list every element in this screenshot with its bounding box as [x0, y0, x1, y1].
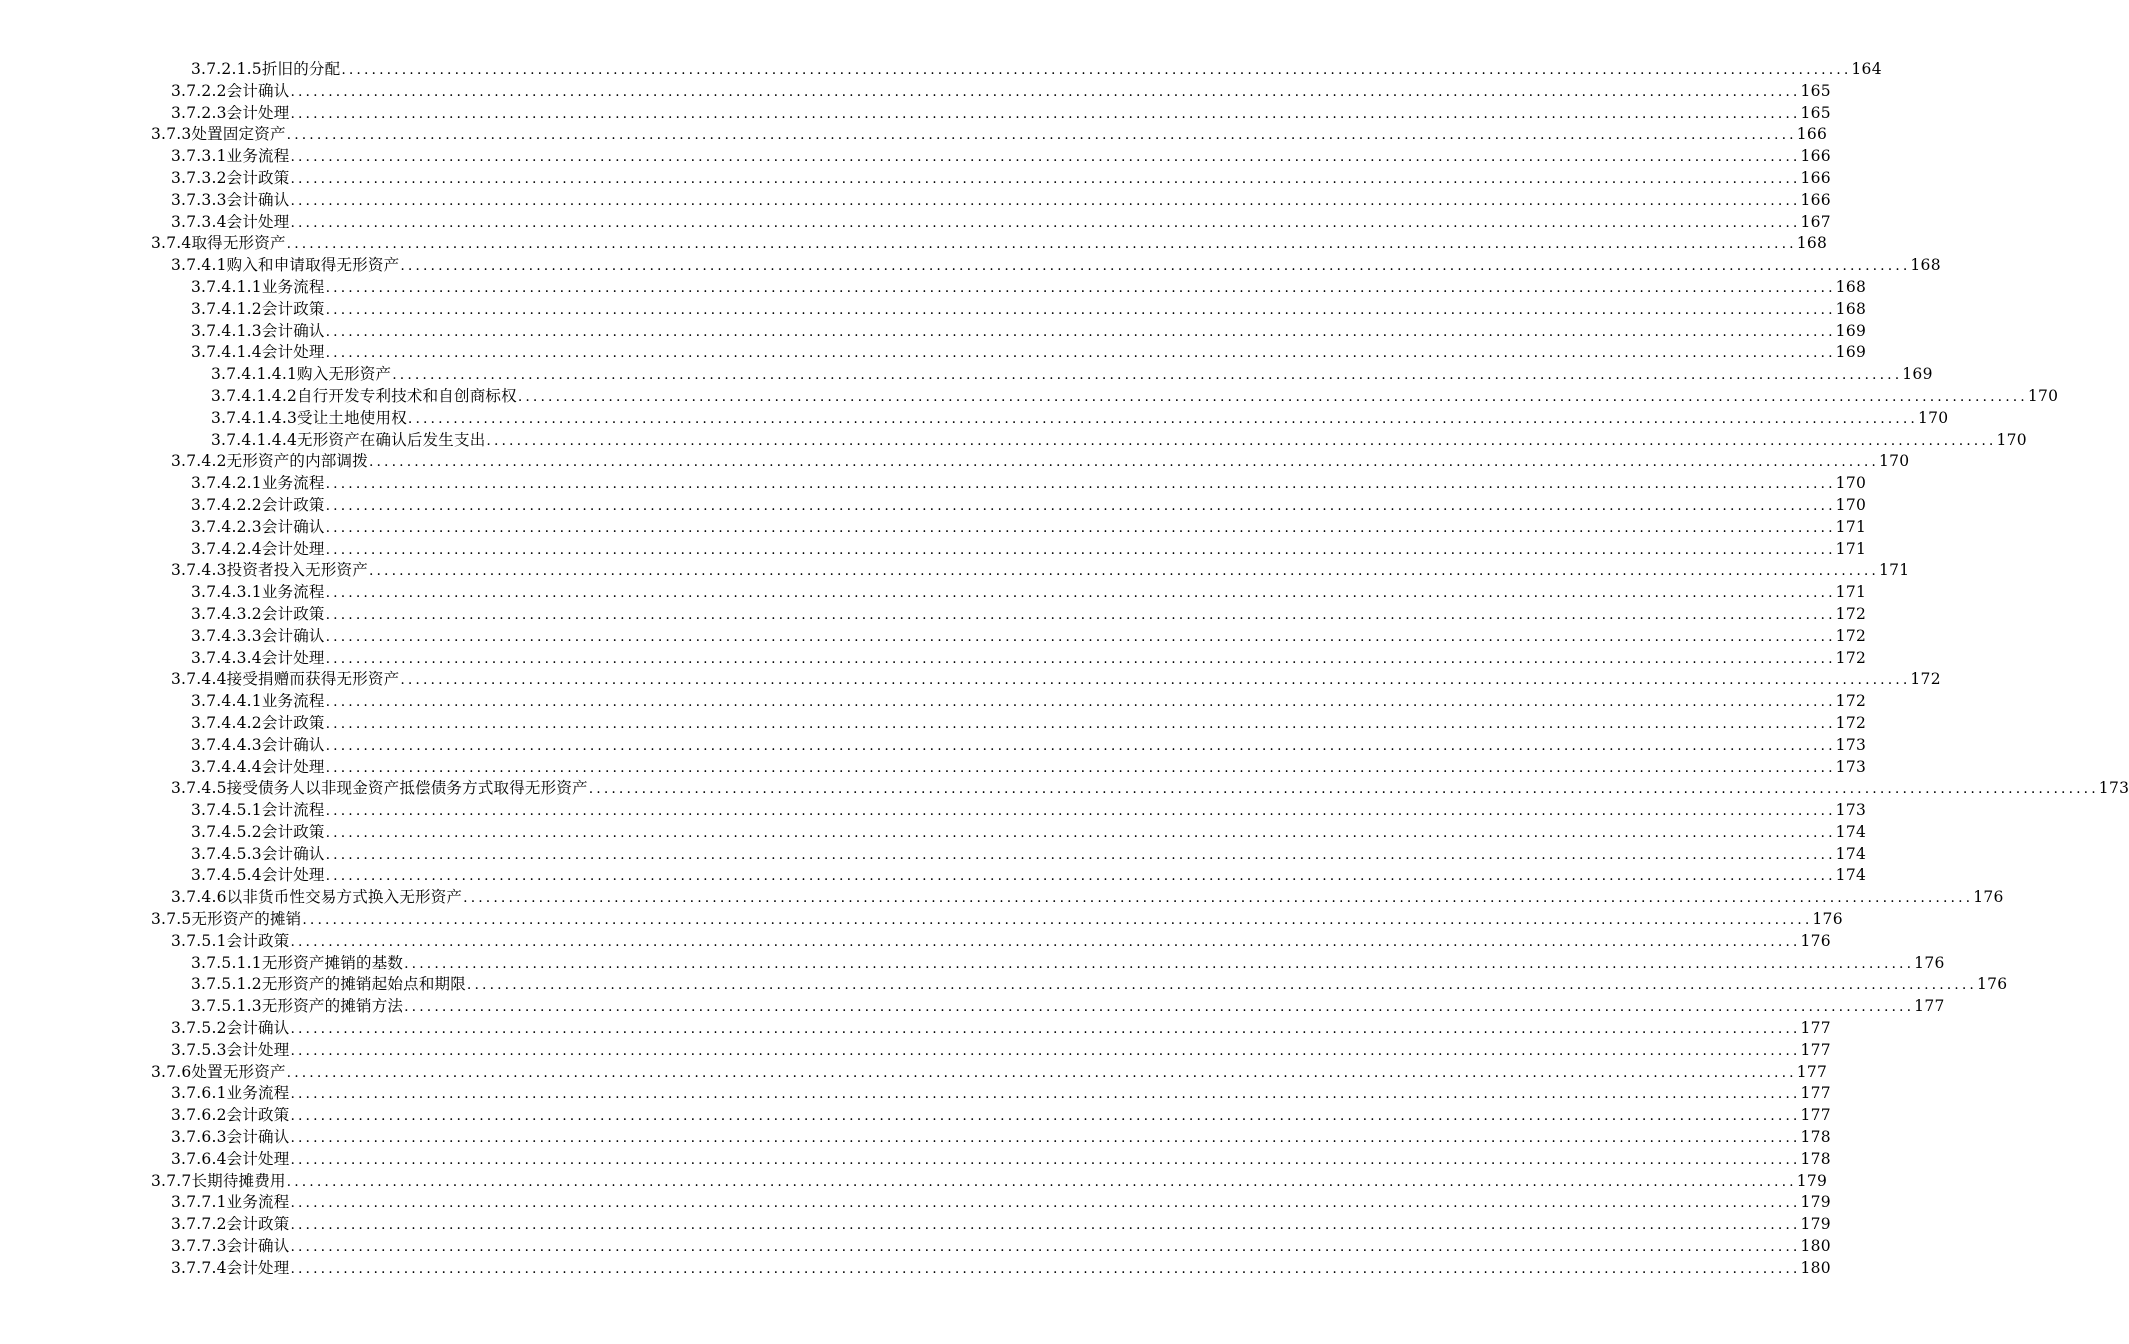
- toc-page-number: 177: [1800, 1106, 1831, 1125]
- toc-entry-link[interactable]: [171, 168, 1831, 191]
- toc-entry-title: 3.7.3.1业务流程: [171, 147, 290, 166]
- toc-line: [0, 757, 1867, 779]
- toc-entry-link[interactable]: [171, 212, 1831, 235]
- toc-entry-link[interactable]: [191, 299, 1867, 322]
- toc-dot-leader: ........................................................................................................................................................................................................: [325, 519, 1836, 536]
- toc-entry-title: 3.7.4.3.3会计确认: [191, 626, 325, 645]
- toc-page-number: 178: [1800, 1128, 1831, 1147]
- toc-dot-leader: ........................................................................................................................................................................................................: [517, 388, 2028, 405]
- toc-entry-title: 3.7.4.4.2会计政策: [191, 713, 325, 732]
- toc-page-number: 165: [1800, 81, 1831, 100]
- toc-dot-leader: ........................................................................................................................................................................................................: [404, 999, 1915, 1016]
- toc-line: [0, 146, 1831, 168]
- toc-page-number: 170: [1917, 408, 1949, 427]
- toc-line: [0, 1083, 1831, 1105]
- toc-dot-leader: ........................................................................................................................................................................................................: [325, 476, 1836, 493]
- toc-dot-leader: ........................................................................................................................................................................................................: [325, 323, 1836, 340]
- toc-line: [0, 190, 1831, 212]
- toc-line: [0, 713, 1867, 735]
- toc-line: [0, 277, 1867, 299]
- toc-line: [0, 451, 1910, 473]
- toc-page-number: 170: [1996, 430, 2027, 449]
- toc-dot-leader: ........................................................................................................................................................................................................: [407, 410, 1918, 427]
- toc-entry-title: 3.7.7.4会计处理: [171, 1258, 290, 1277]
- toc-entry-title: 3.7.4.2.3会计确认: [191, 517, 325, 536]
- toc-page-number: 173: [1835, 757, 1867, 776]
- toc-dot-leader: ........................................................................................................................................................................................................: [286, 1173, 1797, 1190]
- toc-page-number: 164: [1851, 60, 1882, 78]
- toc-dot-leader: ........................................................................................................................................................................................................: [392, 367, 1903, 384]
- toc-entry-title: 3.7.4.1.4.1购入无形资产: [211, 365, 392, 384]
- toc-entry-title: 3.7.4.5.3会计确认: [191, 844, 325, 863]
- toc-page-number: 172: [1835, 604, 1867, 623]
- toc-page-number: 174: [1835, 822, 1867, 841]
- toc-line: [0, 1127, 1831, 1149]
- toc-line: [0, 386, 2059, 408]
- toc-entry-title: 3.7.4.1.4会计处理: [191, 343, 325, 362]
- toc-line: [0, 1018, 1831, 1040]
- toc-entry-title: 3.7.4.1.3会计确认: [191, 321, 325, 340]
- toc-entry-link[interactable]: [171, 255, 1941, 278]
- toc-dot-leader: ........................................................................................................................................................................................................: [325, 497, 1836, 514]
- toc-page-number: 171: [1835, 539, 1867, 558]
- toc-page-number: 171: [1835, 517, 1867, 536]
- toc-line: [0, 1192, 1831, 1214]
- toc-dot-leader: ........................................................................................................................................................................................................: [290, 1217, 1801, 1234]
- toc-entry-link[interactable]: [191, 582, 1867, 605]
- toc-entry-link[interactable]: [191, 865, 1867, 888]
- toc-entry-link[interactable]: [191, 495, 1867, 518]
- toc-dot-leader: ........................................................................................................................................................................................................: [325, 650, 1836, 667]
- toc-line: [0, 669, 1941, 691]
- toc-entry-title: 3.7.4.4.3会计确认: [191, 735, 325, 754]
- table-of-contents: [0, 59, 2129, 1280]
- toc-line: [0, 255, 1941, 277]
- toc-line: [0, 953, 1945, 975]
- toc-page-number: 165: [1800, 103, 1831, 122]
- toc-dot-leader: ........................................................................................................................................................................................................: [290, 1130, 1801, 1147]
- toc-line: [0, 212, 1831, 234]
- toc-page-number: 166: [1800, 147, 1831, 166]
- toc-page-number: 180: [1800, 1258, 1831, 1277]
- toc-page-number: 176: [1976, 975, 2008, 994]
- toc-entry-title: 3.7.7.3会计确认: [171, 1237, 290, 1256]
- toc-line: [0, 342, 1867, 364]
- toc-page-number: 169: [1902, 365, 1933, 384]
- toc-entry-title: 3.7.7.1业务流程: [171, 1193, 290, 1212]
- toc-dot-leader: ........................................................................................................................................................................................................: [588, 781, 2099, 798]
- toc-entry-link[interactable]: [171, 1214, 1831, 1237]
- toc-dot-leader: ........................................................................................................................................................................................................: [290, 1108, 1801, 1125]
- toc-entry-title: 3.7.4.1.4.2自行开发专利技术和自创商标权: [211, 386, 517, 405]
- toc-dot-leader: ........................................................................................................................................................................................................: [325, 279, 1836, 296]
- toc-dot-leader: ........................................................................................................................................................................................................: [325, 694, 1836, 711]
- toc-page-number: 177: [1800, 1084, 1831, 1103]
- toc-dot-leader: ........................................................................................................................................................................................................: [325, 759, 1836, 776]
- toc-entry-title: 3.7.7.2会计政策: [171, 1215, 290, 1234]
- toc-entry-link[interactable]: [191, 648, 1867, 671]
- toc-entry-title: 3.7.4.1.4.3受让土地使用权: [211, 408, 407, 427]
- toc-entry-title: 3.7.4.3.1业务流程: [191, 583, 325, 602]
- toc-dot-leader: ........................................................................................................................................................................................................: [325, 301, 1836, 318]
- toc-line: [0, 887, 2004, 909]
- toc-dot-leader: ........................................................................................................................................................................................................: [290, 170, 1801, 187]
- toc-entry-title: 3.7.4.5.2会计政策: [191, 822, 325, 841]
- toc-line: [0, 691, 1867, 713]
- toc-entry-link[interactable]: [151, 124, 1828, 147]
- toc-entry-title: 3.7.4.4.4会计处理: [191, 757, 325, 776]
- toc-entry-title: 3.7.4.2无形资产的内部调拨: [171, 452, 368, 471]
- toc-line: [0, 909, 1843, 931]
- toc-page-number: 167: [1800, 212, 1831, 231]
- toc-entry-title: 3.7.4.1购入和申请取得无形资产: [171, 256, 400, 275]
- toc-entry-title: 3.7.4.3投资者投入无形资产: [171, 561, 368, 580]
- toc-entry-title: 3.7.4.4.1业务流程: [191, 692, 325, 711]
- toc-page-number: 174: [1835, 844, 1867, 863]
- toc-dot-leader: ........................................................................................................................................................................................................: [286, 1064, 1797, 1081]
- toc-line: [0, 604, 1867, 626]
- toc-dot-leader: ........................................................................................................................................................................................................: [290, 1151, 1801, 1168]
- toc-line: [0, 996, 1945, 1018]
- toc-entry-link[interactable]: [171, 887, 2004, 910]
- toc-page-number: 170: [1835, 474, 1867, 493]
- toc-line: [0, 321, 1867, 343]
- toc-entry-link[interactable]: [191, 539, 1867, 562]
- toc-page-number: 177: [1800, 1019, 1831, 1038]
- toc-entry-title: 3.7.6处置无形资产: [151, 1062, 286, 1081]
- toc-entry-link[interactable]: [191, 735, 1867, 758]
- toc-entry-title: 3.7.3.4会计处理: [171, 212, 290, 231]
- toc-entry-title: 3.7.6.2会计政策: [171, 1106, 290, 1125]
- toc-line: [0, 1236, 1831, 1258]
- toc-entry-link[interactable]: [171, 560, 1910, 583]
- toc-dot-leader: ........................................................................................................................................................................................................: [325, 824, 1836, 841]
- toc-entry-link[interactable]: [191, 277, 1867, 300]
- toc-entry-link[interactable]: [191, 996, 1945, 1019]
- toc-entry-title: 3.7.3.3会计确认: [171, 190, 290, 209]
- toc-entry-link[interactable]: [171, 1149, 1831, 1172]
- toc-page-number: 177: [1800, 1040, 1831, 1059]
- toc-entry-title: 3.7.5.1.2无形资产的摊销起始点和期限: [191, 975, 466, 994]
- toc-entry-link[interactable]: [191, 517, 1867, 540]
- toc-entry-link[interactable]: [151, 1062, 1828, 1085]
- toc-entry-title: 3.7.4.4接受捐赠而获得无形资产: [171, 670, 400, 689]
- toc-page-number: 176: [1914, 953, 1945, 972]
- toc-entry-link[interactable]: [191, 953, 1945, 976]
- toc-dot-leader: ........................................................................................................................................................................................................: [302, 912, 1813, 929]
- toc-dot-leader: ........................................................................................................................................................................................................: [325, 846, 1836, 863]
- toc-entry-title: 3.7.6.1业务流程: [171, 1084, 290, 1103]
- toc-entry-title: 3.7.3处置固定资产: [151, 125, 286, 144]
- toc-page-number: 176: [1973, 888, 2004, 907]
- toc-entry-link[interactable]: [191, 626, 1867, 649]
- toc-dot-leader: ........................................................................................................................................................................................................: [325, 715, 1836, 732]
- toc-entry-link[interactable]: [211, 364, 1933, 387]
- toc-entry-title: 3.7.4取得无形资产: [151, 234, 286, 253]
- toc-line: [0, 844, 1867, 866]
- toc-entry-link[interactable]: [191, 757, 1867, 780]
- toc-dot-leader: ........................................................................................................................................................................................................: [290, 1260, 1801, 1277]
- toc-dot-leader: ........................................................................................................................................................................................................: [290, 1086, 1801, 1103]
- toc-line: [0, 124, 1828, 146]
- toc-entry-link[interactable]: [191, 822, 1867, 845]
- toc-line: [0, 822, 1867, 844]
- toc-page-number: 172: [1835, 648, 1867, 667]
- toc-page-number: 166: [1796, 125, 1828, 144]
- toc-line: [0, 1040, 1831, 1062]
- toc-dot-leader: ........................................................................................................................................................................................................: [286, 127, 1797, 144]
- toc-entry-title: 3.7.4.3.4会计处理: [191, 648, 325, 667]
- toc-line: [0, 1062, 1828, 1084]
- toc-page-number: 180: [1800, 1237, 1831, 1256]
- toc-entry-link[interactable]: [171, 1127, 1831, 1150]
- toc-entry-title: 3.7.4.2.4会计处理: [191, 539, 325, 558]
- toc-line: [0, 233, 1828, 255]
- toc-entry-link[interactable]: [171, 81, 1831, 104]
- toc-line: [0, 560, 1910, 582]
- toc-entry-title: 3.7.5.1.1无形资产摊销的基数: [191, 953, 404, 972]
- toc-entry-title: 3.7.4.6以非货币性交易方式换入无形资产: [171, 888, 463, 907]
- toc-line: [0, 1171, 1828, 1193]
- toc-entry-title: 3.7.3.2会计政策: [171, 168, 290, 187]
- toc-line: [0, 931, 1831, 953]
- toc-line: [0, 473, 1867, 495]
- toc-dot-leader: ........................................................................................................................................................................................................: [290, 1021, 1801, 1038]
- toc-dot-leader: ........................................................................................................................................................................................................: [290, 192, 1801, 209]
- toc-entry-title: 3.7.4.1.4.4无形资产在确认后发生支出: [211, 430, 486, 449]
- toc-line: [0, 299, 1867, 321]
- toc-entry-link[interactable]: [171, 1258, 1831, 1281]
- toc-entry-title: 3.7.6.3会计确认: [171, 1128, 290, 1147]
- toc-entry-title: 3.7.7长期待摊费用: [151, 1171, 286, 1190]
- toc-page-number: 172: [1835, 713, 1867, 732]
- toc-dot-leader: ........................................................................................................................................................................................................: [400, 672, 1911, 689]
- toc-line: [0, 865, 1867, 887]
- toc-entry-link[interactable]: [151, 233, 1828, 256]
- toc-line: [0, 539, 1867, 561]
- toc-page-number: 176: [1800, 931, 1831, 950]
- toc-page-number: 177: [1796, 1062, 1828, 1081]
- toc-page-number: 171: [1878, 561, 1910, 580]
- toc-entry-link[interactable]: [191, 321, 1867, 344]
- toc-dot-leader: ........................................................................................................................................................................................................: [325, 628, 1836, 645]
- toc-entry-title: 3.7.4.2.1业务流程: [191, 474, 325, 493]
- toc-dot-leader: ........................................................................................................................................................................................................: [368, 454, 1879, 471]
- toc-dot-leader: ........................................................................................................................................................................................................: [290, 1239, 1801, 1256]
- toc-line: [0, 59, 1882, 81]
- toc-line: [0, 974, 2008, 996]
- toc-entry-link[interactable]: [171, 146, 1831, 169]
- toc-dot-leader: ........................................................................................................................................................................................................: [290, 933, 1801, 950]
- toc-page-number: 169: [1835, 321, 1867, 340]
- toc-page-number: 168: [1910, 256, 1941, 275]
- toc-dot-leader: ........................................................................................................................................................................................................: [325, 585, 1836, 602]
- toc-dot-leader: ........................................................................................................................................................................................................: [341, 62, 1852, 78]
- toc-entry-link[interactable]: [211, 430, 2027, 453]
- toc-entry-title: 3.7.4.5.4会计处理: [191, 866, 325, 885]
- toc-entry-link[interactable]: [211, 408, 1949, 431]
- toc-page-number: 173: [2098, 779, 2129, 798]
- toc-entry-link[interactable]: [171, 451, 1910, 474]
- toc-entry-link[interactable]: [171, 1105, 1831, 1128]
- toc-line: [0, 800, 1867, 822]
- toc-line: [0, 1105, 1831, 1127]
- toc-line: [0, 430, 2027, 452]
- toc-dot-leader: ........................................................................................................................................................................................................: [290, 214, 1801, 231]
- toc-entry-link[interactable]: [171, 1083, 1831, 1106]
- toc-entry-link[interactable]: [191, 844, 1867, 867]
- toc-dot-leader: ........................................................................................................................................................................................................: [325, 541, 1836, 558]
- toc-entry-title: 3.7.2.2会计确认: [171, 81, 290, 100]
- toc-line: [0, 364, 1933, 386]
- toc-entry-link[interactable]: [151, 1171, 1828, 1194]
- toc-page-number: 170: [2027, 386, 2059, 405]
- toc-page-number: 179: [1800, 1215, 1831, 1234]
- toc-page-number: 170: [1835, 495, 1867, 514]
- toc-dot-leader: ........................................................................................................................................................................................................: [290, 1042, 1801, 1059]
- toc-entry-title: 3.7.2.3会计处理: [171, 103, 290, 122]
- toc-page-number: 168: [1835, 277, 1867, 296]
- toc-page-number: 178: [1800, 1149, 1831, 1168]
- toc-dot-leader: ........................................................................................................................................................................................................: [486, 432, 1997, 449]
- toc-entry-link[interactable]: [191, 691, 1867, 714]
- toc-entry-link[interactable]: [191, 59, 1882, 82]
- toc-page-number: 166: [1800, 168, 1831, 187]
- toc-entry-link[interactable]: [191, 974, 2008, 997]
- toc-line: [0, 1214, 1831, 1236]
- toc-page-number: 172: [1835, 626, 1867, 645]
- toc-line: [0, 778, 2129, 800]
- toc-entry-link[interactable]: [171, 1236, 1831, 1259]
- toc-page-number: 177: [1914, 997, 1945, 1016]
- toc-dot-leader: ........................................................................................................................................................................................................: [463, 890, 1974, 907]
- toc-dot-leader: ........................................................................................................................................................................................................: [466, 977, 1977, 994]
- toc-entry-title: 3.7.5.3会计处理: [171, 1040, 290, 1059]
- toc-entry-link[interactable]: [191, 342, 1867, 365]
- toc-dot-leader: ........................................................................................................................................................................................................: [290, 105, 1801, 122]
- toc-page-number: 172: [1910, 670, 1941, 689]
- toc-entry-title: 3.7.4.1.1业务流程: [191, 277, 325, 296]
- toc-line: [0, 582, 1867, 604]
- toc-entry-link[interactable]: [191, 713, 1867, 736]
- toc-dot-leader: ........................................................................................................................................................................................................: [286, 236, 1797, 253]
- toc-entry-title: 3.7.4.5.1会计流程: [191, 801, 325, 820]
- toc-dot-leader: ........................................................................................................................................................................................................: [290, 1195, 1801, 1212]
- toc-page-number: 179: [1796, 1171, 1828, 1190]
- toc-line: [0, 648, 1867, 670]
- toc-line: [0, 408, 1949, 430]
- toc-entry-title: 3.7.5无形资产的摊销: [151, 910, 302, 929]
- toc-dot-leader: ........................................................................................................................................................................................................: [325, 737, 1836, 754]
- toc-dot-leader: ........................................................................................................................................................................................................: [325, 345, 1836, 362]
- toc-entry-link[interactable]: [191, 800, 1867, 823]
- toc-line: [0, 735, 1867, 757]
- toc-entry-title: 3.7.4.2.2会计政策: [191, 495, 325, 514]
- toc-entry-title: 3.7.6.4会计处理: [171, 1149, 290, 1168]
- toc-page-number: 166: [1800, 190, 1831, 209]
- toc-page-number: 171: [1835, 583, 1867, 602]
- toc-dot-leader: ........................................................................................................................................................................................................: [290, 83, 1801, 100]
- toc-entry-link[interactable]: [171, 1192, 1831, 1215]
- toc-page-number: 168: [1835, 299, 1867, 318]
- toc-page-number: 170: [1878, 452, 1910, 471]
- toc-entry-link[interactable]: [171, 1040, 1831, 1063]
- toc-page-number: 173: [1835, 801, 1867, 820]
- toc-entry-link[interactable]: [171, 190, 1831, 213]
- toc-page-number: 179: [1800, 1193, 1831, 1212]
- toc-line: [0, 1149, 1831, 1171]
- toc-page-number: 169: [1835, 343, 1867, 362]
- toc-dot-leader: ........................................................................................................................................................................................................: [368, 563, 1879, 580]
- toc-entry-link[interactable]: [171, 1018, 1831, 1041]
- toc-entry-title: 3.7.4.5接受债务人以非现金资产抵偿债务方式取得无形资产: [171, 779, 588, 798]
- toc-entry-link[interactable]: [151, 909, 1843, 932]
- toc-line: [0, 168, 1831, 190]
- toc-line: [0, 495, 1867, 517]
- toc-entry-link[interactable]: [171, 778, 2129, 801]
- toc-line: [0, 517, 1867, 539]
- toc-line: [0, 81, 1831, 103]
- toc-entry-title: 3.7.5.1.3无形资产的摊销方法: [191, 997, 404, 1016]
- toc-dot-leader: ........................................................................................................................................................................................................: [325, 606, 1836, 623]
- toc-page-number: 176: [1812, 910, 1843, 929]
- toc-entry-title: 3.7.4.1.2会计政策: [191, 299, 325, 318]
- toc-dot-leader: ........................................................................................................................................................................................................: [290, 149, 1801, 166]
- toc-entry-title: 3.7.5.2会计确认: [171, 1019, 290, 1038]
- toc-entry-link[interactable]: [171, 669, 1941, 692]
- toc-dot-leader: ........................................................................................................................................................................................................: [325, 868, 1836, 885]
- toc-entry-link[interactable]: [171, 103, 1831, 126]
- toc-entry-title: 3.7.4.3.2会计政策: [191, 604, 325, 623]
- toc-dot-leader: ........................................................................................................................................................................................................: [400, 258, 1911, 275]
- toc-dot-leader: ........................................................................................................................................................................................................: [404, 955, 1915, 972]
- toc-page-number: 174: [1835, 866, 1867, 885]
- toc-line: [0, 626, 1867, 648]
- toc-dot-leader: ........................................................................................................................................................................................................: [325, 803, 1836, 820]
- toc-entry-link[interactable]: [171, 931, 1831, 954]
- toc-page-number: 172: [1835, 692, 1867, 711]
- toc-entry-link[interactable]: [191, 604, 1867, 627]
- toc-entry-link[interactable]: [191, 473, 1867, 496]
- toc-entry-link[interactable]: [211, 386, 2059, 409]
- toc-line: [0, 1258, 1831, 1280]
- toc-page-number: 168: [1796, 234, 1828, 253]
- toc-entry-title: 3.7.5.1会计政策: [171, 931, 290, 950]
- toc-line: [0, 103, 1831, 125]
- toc-page-number: 173: [1835, 735, 1867, 754]
- toc-entry-title: 3.7.2.1.5折旧的分配: [191, 60, 341, 78]
